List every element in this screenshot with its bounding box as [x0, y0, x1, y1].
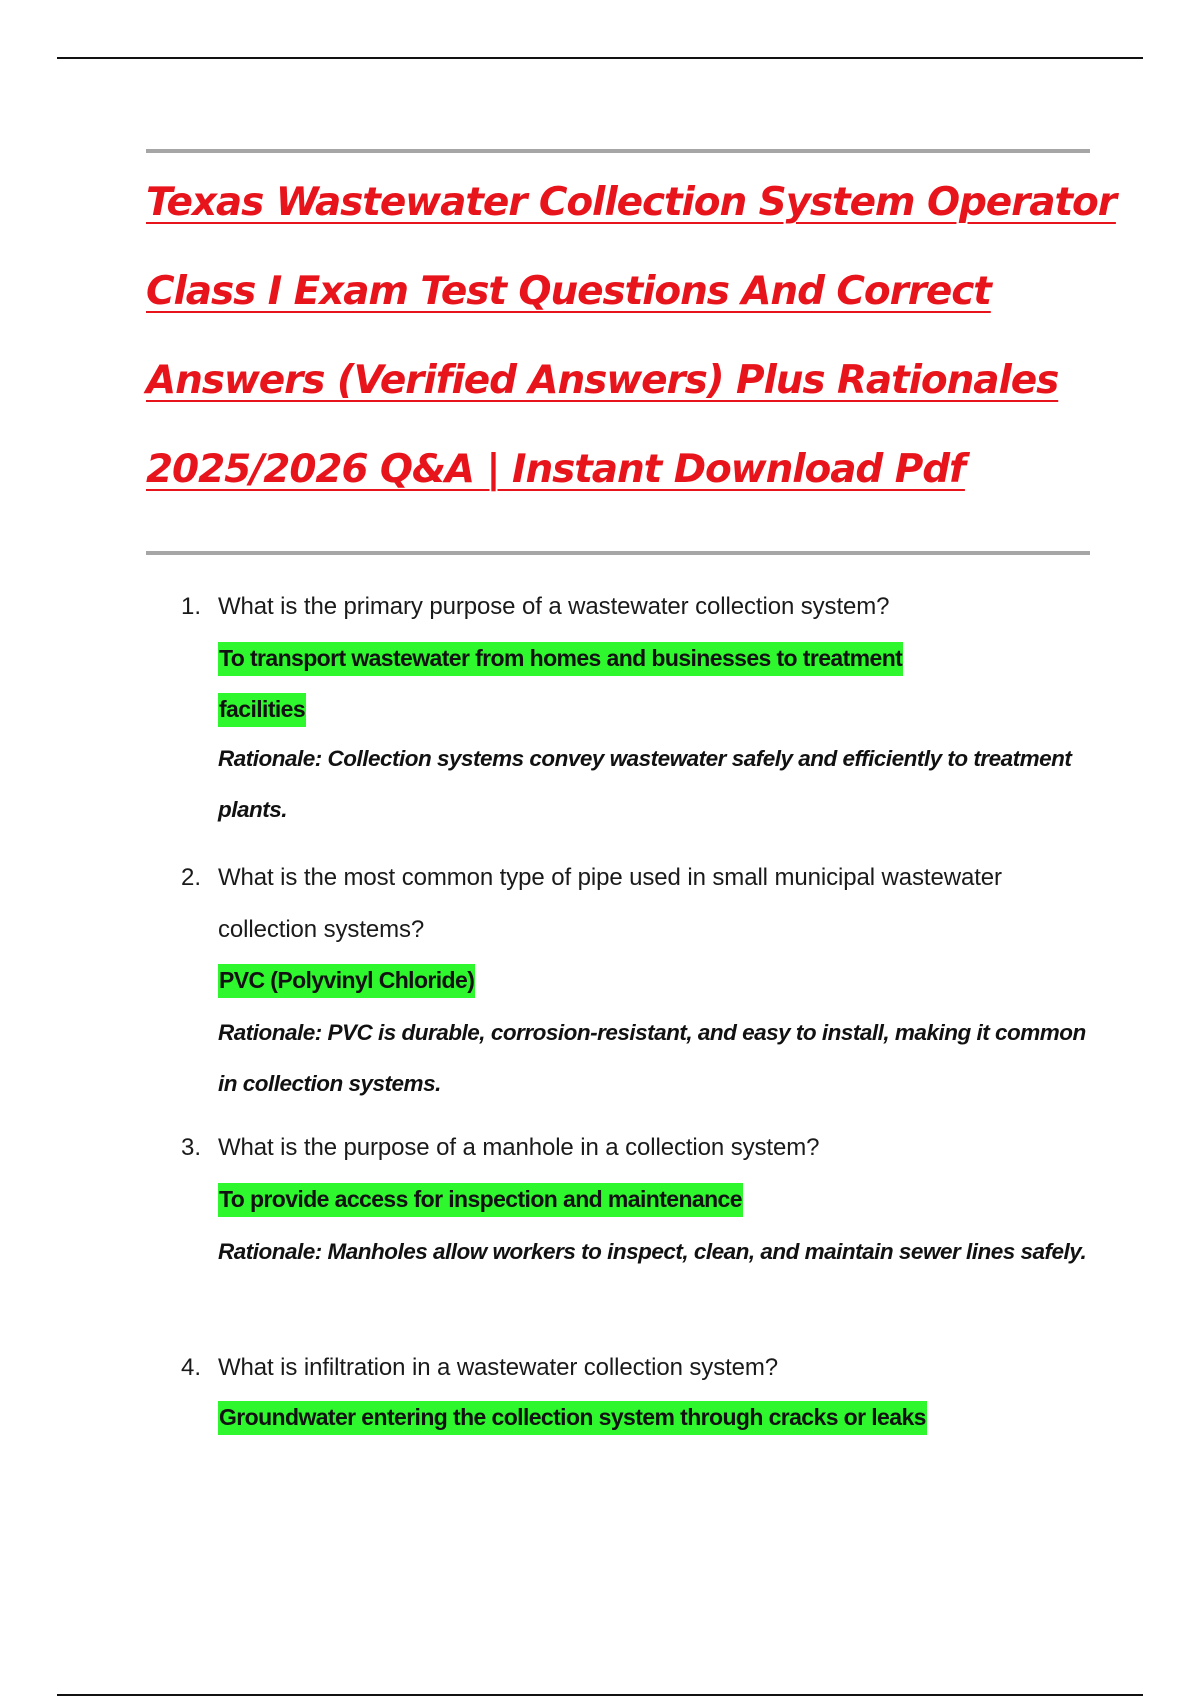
rationale-text: Rationale: PVC is durable, corrosion-resistant, and easy to install, making it common in collection systems.: [218, 1020, 1086, 1096]
answer-highlight-line-1: To transport wastewater from homes and businesses to treatment: [218, 642, 903, 676]
title-top-rule: [146, 149, 1090, 153]
document-title: [146, 158, 1116, 514]
title-bottom-rule: [146, 551, 1090, 555]
rationale-text: Rationale: Manholes allow workers to inspect, clean, and maintain sewer lines safely.: [218, 1239, 1087, 1264]
question-text: What is the most common type of pipe used in small municipal wastewater collection systems?: [218, 864, 1002, 943]
title-line-4: 2025/2026 Q&A | Instant Download Pdf: [146, 447, 965, 492]
answer-highlight-line-2: facilities: [218, 693, 306, 727]
answer-highlight-line-1: To provide access for inspection and maintenance: [218, 1183, 743, 1217]
page-header-rule: [57, 57, 1143, 59]
question-number: 1.: [181, 593, 202, 620]
question-number: 2.: [181, 864, 202, 891]
question-text: What is the purpose of a manhole in a collection system?: [218, 1134, 820, 1161]
answer-highlight-line-1: Groundwater entering the collection system through cracks or leaks: [218, 1401, 927, 1435]
question-number: 4.: [181, 1354, 202, 1381]
answer-text: [218, 1392, 1098, 1443]
title-line-1: Texas Wastewater Collection System Operator: [146, 180, 1116, 225]
rationale-text: Rationale: Collection systems convey wastewater safely and efficiently to treatment plants.: [218, 746, 1072, 822]
answer-text: [218, 633, 1098, 735]
question-text: What is infiltration in a wastewater collection system?: [218, 1354, 779, 1381]
page-footer-rule: [57, 1694, 1143, 1696]
title-line-2: Class I Exam Test Questions And Correct: [146, 269, 991, 314]
answer-text: [218, 955, 1098, 1006]
question-text: What is the primary purpose of a wastewater collection system?: [218, 593, 890, 620]
question-number: 3.: [181, 1134, 202, 1161]
answer-text: [218, 1174, 1098, 1225]
title-line-3: Answers (Verified Answers) Plus Rationales: [146, 358, 1059, 403]
answer-highlight-line-1: PVC (Polyvinyl Chloride): [218, 964, 475, 998]
